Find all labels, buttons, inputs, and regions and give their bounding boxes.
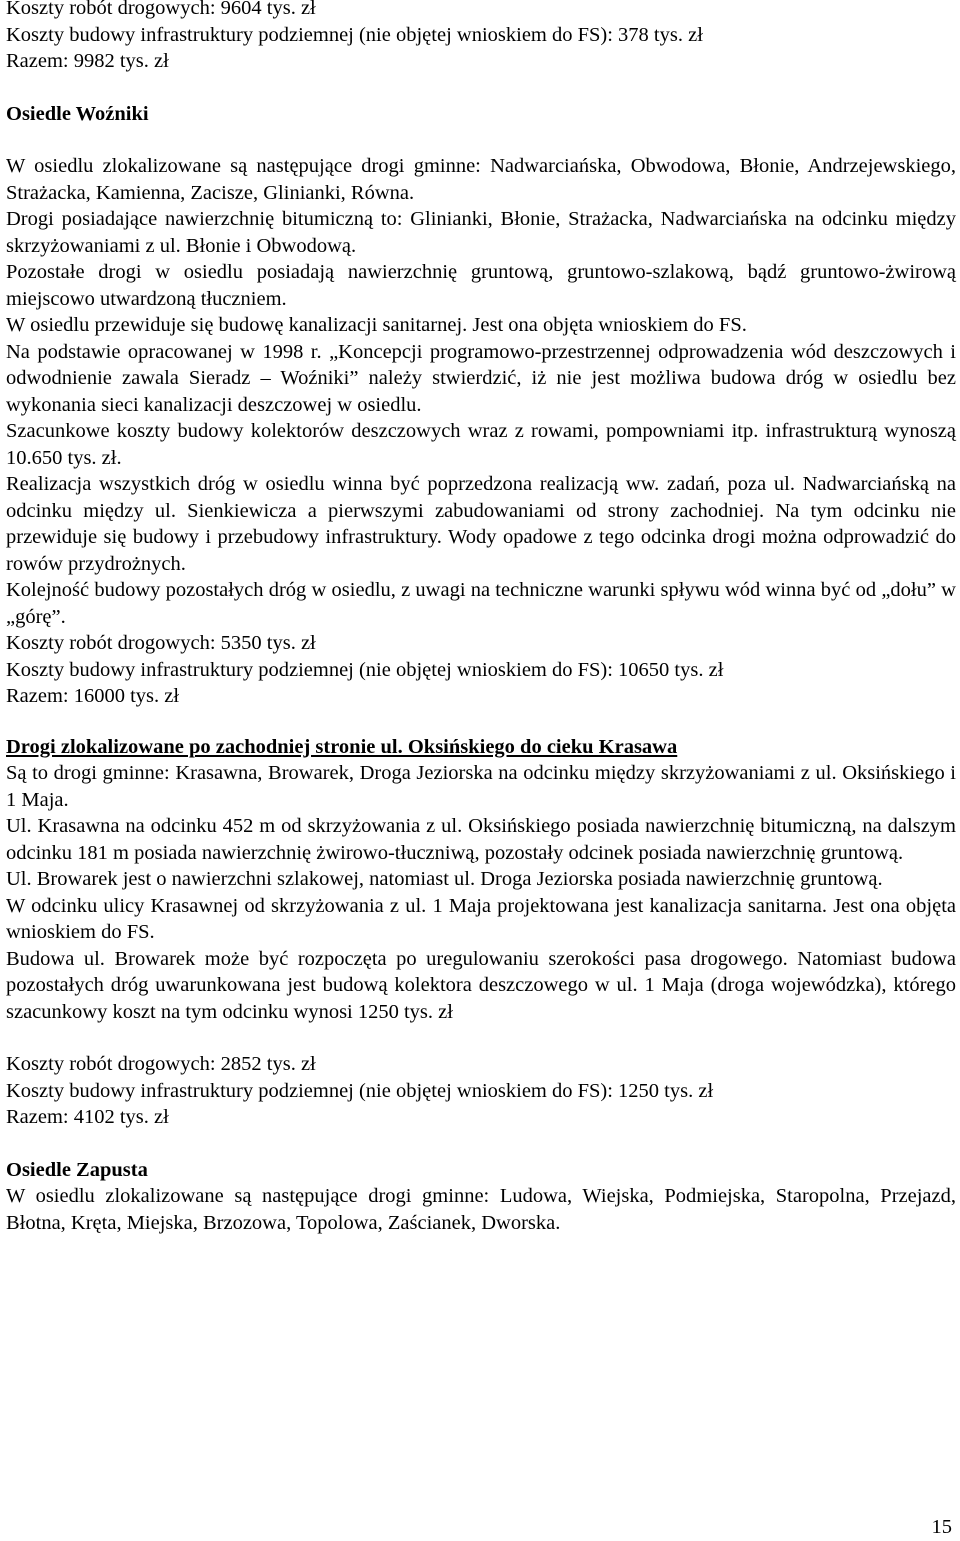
paragraph: Kolejność budowy pozostałych dróg w osiedlu, z uwagi na techniczne warunki spływu wód winna być od „dołu” w „górę”.: [6, 579, 956, 628]
spacer: [6, 127, 956, 153]
paragraph: Budowa ul. Browarek może być rozpoczęta po uregulowaniu szerokości pasa drogowego. Natomiast budowa pozostałych dróg uwarunkowana jest budową kolektora deszczowego w ul. 1 Maja (droga wojewódzka), którego szacunkowy koszt na tym odcinku wynosi 1250 tys. zł: [6, 947, 956, 1023]
cost-total-line: Razem: 9982 tys. zł: [6, 50, 169, 72]
spacer: [6, 1131, 956, 1157]
document-page: [6, 0, 956, 1236]
section-heading-wozniki: Osiedle Woźniki: [6, 102, 149, 125]
cost-infrastructure-line: Koszty budowy infrastruktury podziemnej (nie objętej wnioskiem do FS): 10650 tys. zł: [6, 658, 724, 681]
cost-roads-line: Koszty robót drogowych: 2852 tys. zł: [6, 1053, 316, 1075]
paragraph: Na podstawie opracowanej w 1998 r. „Koncepcji programowo-przestrzennej odprowadzenia wód deszczowych i odwodnienie zawala Sieradz – Woźniki” należy stwierdzić, iż nie jest możliwa budowa dróg w osiedlu bez wykonania sieci kanalizacji deszczowej w osiedlu.: [6, 340, 956, 416]
paragraph: Są to drogi gminne: Krasawna, Browarek, Droga Jeziorska na odcinku między skrzyżowaniami z ul. Oksińskiego i 1 Maja.: [6, 762, 956, 811]
spacer: [6, 710, 956, 734]
cost-infrastructure-line: Koszty budowy infrastruktury podziemnej (nie objętej wnioskiem do FS): 378 tys. zł: [6, 23, 703, 46]
paragraph: Szacunkowe koszty budowy kolektorów deszczowych wraz z rowami, pompowniami itp. infrastrukturą wynoszą 10.650 tys. zł.: [6, 420, 956, 469]
paragraph: W osiedlu zlokalizowane są następujące drogi gminne: Ludowa, Wiejska, Podmiejska, Staropolna, Przejazd, Błotna, Kręta, Miejska, Brzozowa, Topolowa, Zaścianek, Dworska.: [6, 1185, 956, 1234]
section-heading-oksinskiego: Drogi zlokalizowane po zachodniej stronie ul. Oksińskiego do cieku Krasawa: [6, 735, 678, 758]
cost-total-line: Razem: 4102 tys. zł: [6, 1106, 169, 1128]
paragraph: W odcinku ulicy Krasawnej od skrzyżowania z ul. 1 Maja projektowana jest kanalizacja sanitarna. Jest ona objęta wnioskiem do FS.: [6, 894, 956, 943]
cost-roads-line: Koszty robót drogowych: 5350 tys. zł: [6, 632, 316, 654]
paragraph: Drogi posiadające nawierzchnię bitumiczną to: Glinianki, Błonie, Strażacka, Nadwarciańska na odcinku między skrzyżowaniami z ul. Błonie i Obwodową.: [6, 208, 956, 257]
cost-roads-line: Koszty robót drogowych: 9604 tys. zł: [6, 0, 316, 19]
paragraph: W osiedlu przewiduje się budowę kanalizacji sanitarnej. Jest ona objęta wnioskiem do FS.: [6, 314, 747, 336]
cost-total-line: Razem: 16000 tys. zł: [6, 685, 180, 707]
paragraph: W osiedlu zlokalizowane są następujące drogi gminne: Nadwarciańska, Obwodowa, Błonie, Andrzejewskiego, Strażacka, Kamienna, Zacisze, Glinianki, Równa.: [6, 155, 956, 204]
spacer: [6, 1025, 956, 1051]
spacer: [6, 75, 956, 101]
paragraph: Pozostałe drogi w osiedlu posiadają nawierzchnię gruntową, gruntowo-szlakową, bądź gruntowo-żwirową miejscowo utwardzoną tłuczniem.: [6, 261, 956, 310]
cost-infrastructure-line: Koszty budowy infrastruktury podziemnej (nie objętej wnioskiem do FS): 1250 tys. zł: [6, 1079, 714, 1102]
paragraph: Ul. Krasawna na odcinku 452 m od skrzyżowania z ul. Oksińskiego posiada nawierzchnię bitumiczną, na dalszym odcinku 181 m posiada nawierzchnię żwirowo-tłuczniwą, pozostały odcinek posiada nawierzchnię gruntową.: [6, 815, 956, 864]
paragraph: Ul. Browarek jest o nawierzchni szlakowej, natomiast ul. Droga Jeziorska posiada nawierzchnię gruntową.: [6, 868, 883, 890]
paragraph: Realizacja wszystkich dróg w osiedlu winna być poprzedzona realizacją ww. zadań, poza ul. Nadwarciańską na odcinku między ul. Sienkiewicza a pierwszymi zabudowaniami od strony zachodniej. Na tym odcinku nie przewiduje się budowy i przebudowy infrastruktury. Wody opadowe z tego odcinka drogi można odprowadzić do rowów przydrożnych.: [6, 473, 956, 575]
section-heading-zapusta: Osiedle Zapusta: [6, 1158, 148, 1181]
page-number: 15: [931, 1516, 952, 1538]
